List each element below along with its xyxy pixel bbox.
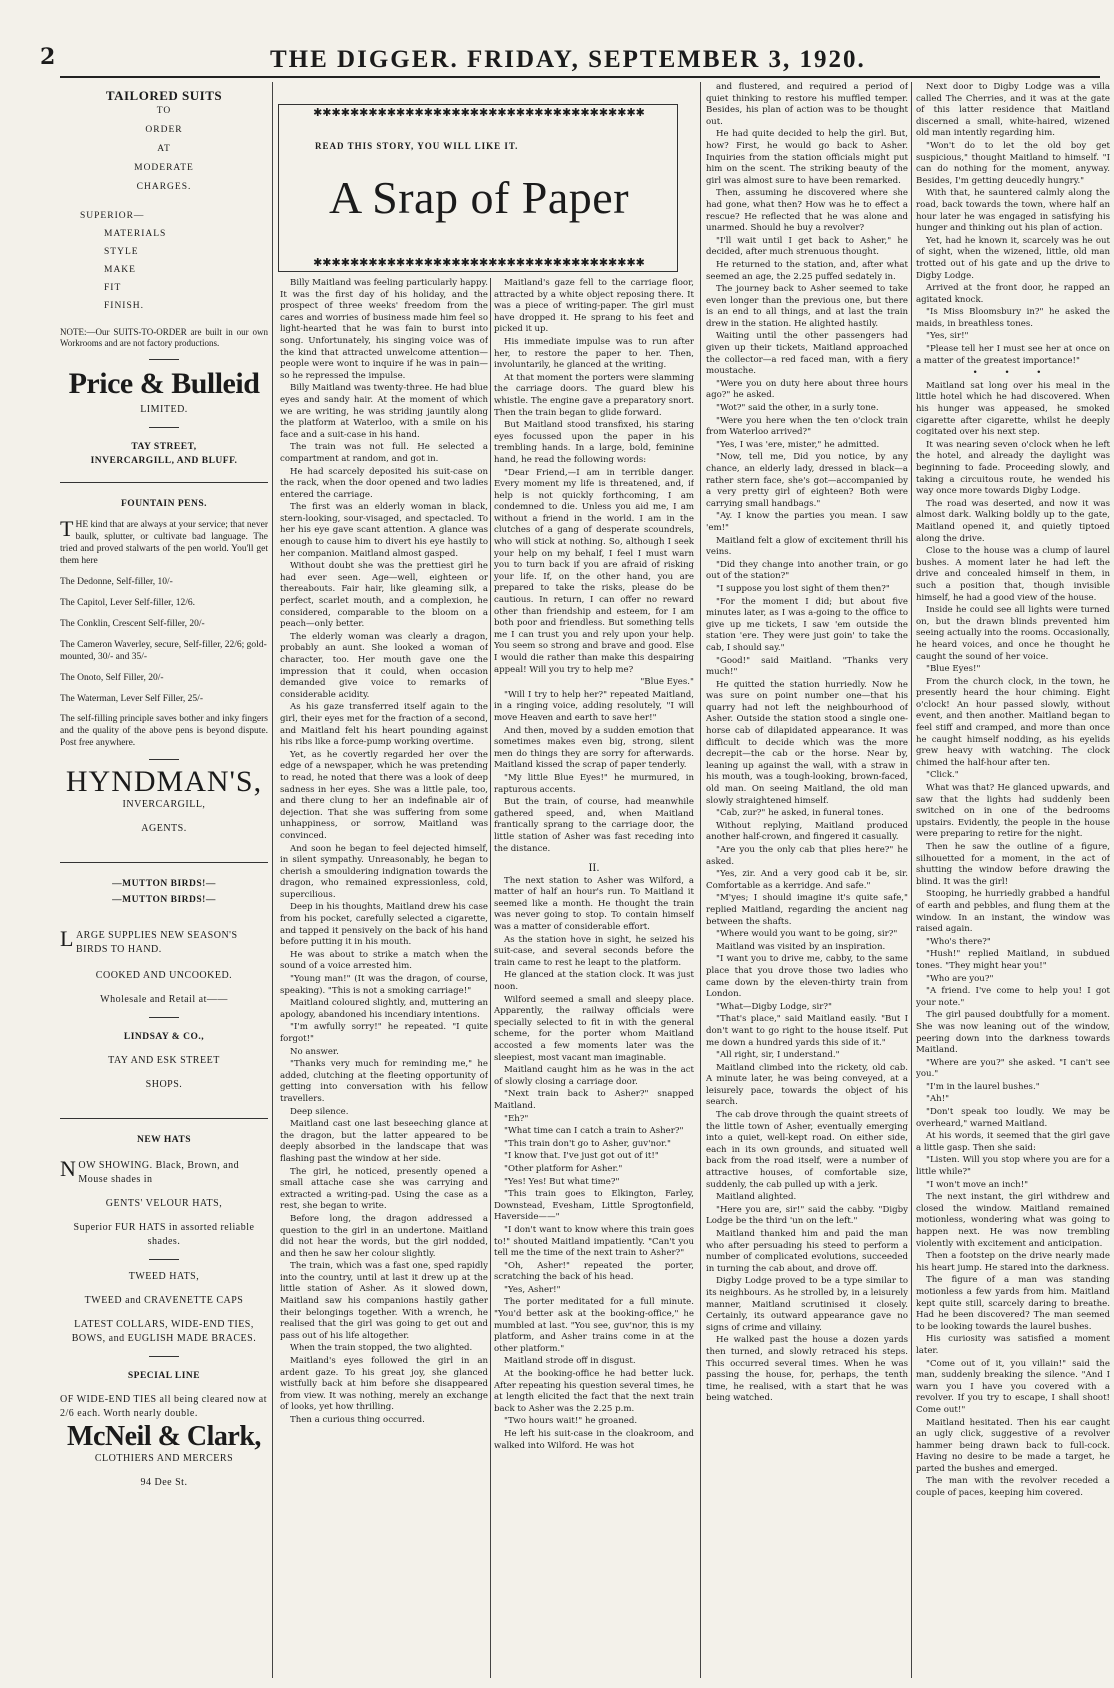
- story-paragraph: "I'm in the laurel bushes.": [926, 1081, 1040, 1092]
- tailored-suits-heading: TAILORED SUITS: [105, 88, 223, 103]
- story-paragraph: "Thanks very much for reminding me," he added, clutching at the fleeting opportunity of getting into conversation with his fellow travellers.: [280, 1059, 488, 1104]
- story-paragraph: "Won't do to let the old boy get suspicious," thought Maitland to himself. "I can do nothing for the moment, anyway. Besides, I'm getting deucedly hungry.": [916, 140, 1110, 186]
- story-kicker: READ THIS STORY, YOU WILL LIKE IT.: [315, 141, 519, 151]
- divider: [149, 427, 179, 428]
- story-paragraph: "My little Blue Eyes!" he murmured, in rapturous accents.: [494, 772, 694, 795]
- mcneil-trade: CLOTHIERS AND MERCERS: [94, 1453, 234, 1465]
- mutton-birds-line: —MUTTON BIRDS!—: [112, 894, 216, 905]
- mutton-cooked: COOKED AND UNCOOKED.: [95, 969, 233, 981]
- story-paragraph: Wilford seemed a small and sleepy place. Apparently, the railway officials were specially selected to fit in with the general scheme, for the porter whom Maitland accosted a few moments later was the sleepiest, most vacant man imaginable.: [494, 994, 694, 1063]
- story-paragraph: From the church clock, in the town, he presently heard the hour chiming. Eight o'clock! An hour passed slowly, without event, and then another. Maitland began to feel stiff and cramped, and more than once he caught himself nodding, as his eyelids grew heavy with watching. The clock chimed the half-hour after ten.: [916, 676, 1110, 768]
- divider: [60, 1118, 268, 1119]
- story-paragraph: "Yes, Asher!": [504, 1284, 561, 1295]
- story-paragraph: Then a curious thing occurred.: [290, 1415, 425, 1425]
- story-paragraph: The cab drove through the quaint streets of the little town of Asher, eventually emerging into a quiet, well-kept road. On either side, each in its own grounds, and situated well back from the road itself, were a number of attractive houses, of comfortable size, suddenly, the cab pulled up with a jerk.: [706, 1110, 908, 1190]
- story-paragraph: "Who are you?": [926, 973, 994, 984]
- story-paragraph: "Young man!" (It was the dragon, of course, speaking). "This is not a smoking carriage!": [280, 974, 488, 996]
- story-paragraph: "Who's there?": [926, 936, 991, 947]
- story-paragraph: "Blue Eyes.": [640, 677, 694, 688]
- story-title: A Srap of Paper: [328, 172, 630, 223]
- story-paragraph: Without replying, Maitland produced another half-crown, and fingered it casually.: [706, 820, 908, 843]
- tailored-line: AT: [157, 143, 171, 154]
- divider: [149, 759, 179, 760]
- story-paragraph: Maitland cast one last beseeching glance at the dragon, but the latter appeared to be deeply absorbed in the landscape that was flashing past the window at her side.: [280, 1119, 488, 1164]
- story-paragraph: Maitland strode off in disgust.: [504, 1356, 636, 1367]
- story-paragraph: The train was not full. He selected a compartment at random, and got in.: [280, 442, 488, 464]
- mutton-wholesale: Wholesale and Retail at——: [100, 993, 228, 1005]
- story-paragraph: Arrived at the front door, he rapped an agitated knock.: [916, 283, 1110, 305]
- mcneil-clark-logo: McNeil & Clark,: [67, 1420, 261, 1452]
- feature-item: MAKE: [104, 264, 136, 275]
- story-paragraph: Billy Maitland was feeling particularly happy. It was the first day of his holiday, and the prospect of three weeks' freedom from the cares and worries of business made him feel so light-hearted that he was fain to burst into song. Unfortunately, his singing voice was of the kind that attracted unwelcome attention—people were wont to inquire if he was in pain—so he repressed the impulse.: [280, 278, 488, 381]
- story-paragraph: Maitland was visited by an inspiration.: [716, 941, 886, 952]
- story-paragraph: "Listen. Will you stop where you are for a little while?": [916, 1155, 1110, 1178]
- column-rule: [911, 82, 912, 1678]
- tweed-caps: TWEED and CRAVENETTE CAPS: [84, 1294, 244, 1306]
- story-paragraph: "Where would you want to be going, sir?": [716, 929, 898, 940]
- story-paragraph: "Don't speak too loudly. We may be overheard," warned Maitland.: [916, 1107, 1110, 1129]
- story-paragraph: He had quite decided to help the girl. But, how? First, he would go back to Asher. Inquiries from the station officials might put him on the scent. The striking beauty of the girl was almost sure to have been remarked.: [706, 129, 908, 186]
- story-paragraph: "Did they change into another train, or go out of the station?": [706, 559, 908, 582]
- story-paragraph: and flustered, and required a period of quiet thinking to restore his muffled temper. Besides, his plan of action was to be thought out.: [706, 82, 908, 127]
- gents-velour: GENTS' VELOUR HATS,: [105, 1197, 223, 1209]
- story-paragraph: The first was an elderly woman in black, stern-looking, sour-visaged, and spectacled. To her his eye gave scant attention. A glance was enough to cause him to divert his eye hastily to her companion. Maitland almost gasped.: [280, 502, 488, 559]
- story-paragraph: "Yes! Yes! But what time?": [504, 1176, 620, 1187]
- pen-item: The Onoto, Self Filler, 20/-: [60, 673, 164, 684]
- story-paragraph: Maitland's eyes followed the girl in an ardent gaze. To his great joy, she glanced wistfully back at him before she disappeared from view. It was nothing, merely an exchange of looks, yet how thrilling.: [280, 1356, 488, 1413]
- story-paragraph: "I know that. I've just got out of it!": [504, 1151, 659, 1162]
- story-paragraph: When the train stopped, the two alighted.: [290, 1343, 473, 1354]
- story-header-box: [278, 104, 678, 272]
- story-paragraph: He had scarcely deposited his suit-case on the rack, when the door opened and two ladies entered the carriage.: [280, 466, 488, 500]
- story-paragraph: "Yes, zir. And a very good cab it be, sir. Comfortable as a kerridge. And safe.": [706, 869, 908, 891]
- story-paragraph: Stooping, he hurriedly grabbed a handful of earth and pebbles, and flung them at the window. In an instant, the window was raised again.: [916, 889, 1110, 935]
- pen-item: The Cameron Waverley, secure, Self-filler, 22/6; gold-mounted, 30/- and 35/-: [60, 640, 267, 663]
- story-paragraph: "Other platform for Asher.": [504, 1163, 623, 1174]
- story-paragraph: What was that? He glanced upwards, and saw that the lights had suddenly been switched on in one of the bedrooms upstairs. Evidently, the people in the house were preparing to retire for the night.: [916, 783, 1110, 840]
- story-paragraph: The man with the revolver receded a couple of paces, keeping him covered.: [916, 1476, 1110, 1499]
- story-paragraph: As his gaze transferred itself again to the girl, their eyes met for the fraction of a second, and Maitland felt his heart pounding against his ribs like a force-pump working overtime.: [280, 702, 488, 748]
- story-paragraph: "I won't move an inch!": [926, 1179, 1029, 1190]
- story-column-3: [706, 82, 908, 1682]
- story-paragraph: Without doubt she was the prettiest girl he had ever seen. Age—well, eighteen or thereabouts. Fair hair, like gleaming silk, a perfect, scarlet mouth, and a complexion, he considered, comparable to the bloom on a peach—only better.: [280, 561, 488, 630]
- story-paragraph: Maitland felt a glow of excitement thrill his veins.: [706, 535, 908, 558]
- story-paragraph: II.: [588, 863, 600, 875]
- hats-showing: [60, 1155, 268, 1187]
- fountain-pens-intro-text: HE kind that are always at your service; that never baulk, splutter, or cultivate bad language. The tried and proved stalwarts of the pen world. You'll get them here: [60, 520, 268, 567]
- story-paragraph: Yet, had he known it, scarcely was he out of sight, when the wizened, little, old man trotted out of his gate and up the drive to Digby Lodge.: [916, 235, 1110, 281]
- story-paragraph: "I suppose you lost sight of them then?": [716, 583, 890, 594]
- story-paragraph: Maitland hesitated. Then his ear caught an ugly click, suggestive of a revolver hammer being drawn back to full-cock. Having no desire to be made a target, he parted the bushes and emerged.: [916, 1417, 1110, 1474]
- story-paragraph: "Good!" said Maitland. "Thanks very much!": [706, 655, 908, 678]
- pen-item: The Capitol, Lever Self-filler, 12/6.: [60, 598, 195, 609]
- story-paragraph: And then, moved by a sudden emotion that sometimes makes even big, strong, silent men do things they are sorry for afterwards. Maitland kissed the scrap of paper tenderly.: [494, 725, 694, 771]
- hats-showing-text: OW SHOWING. Black, Brown, and Mouse shades in: [78, 1159, 240, 1185]
- story-paragraph: He glanced at the station clock. It was just noon.: [494, 970, 694, 993]
- new-hats-heading: NEW HATS: [136, 1134, 192, 1145]
- limited-label: LIMITED.: [140, 404, 188, 416]
- story-paragraph: It was nearing seven o'clock when he left the hotel, and already the daylight was beginning to fade. Proceeding slowly, and taking a circuitous route, he wended his way once more towards Digby Lodge.: [916, 439, 1110, 497]
- story-paragraph: No answer.: [290, 1046, 339, 1057]
- story-paragraph: Digby Lodge proved to be a type similar to its neighbours. As he strolled by, in a leisurely manner, Maitland scrutinised it closely. Certainly, its outward appearance gave no signs of crime and villainy.: [706, 1276, 908, 1333]
- story-paragraph: "Come out of it, you villain!" said the man, suddenly breaking the silence. "And I warn you I have you covered with a revolver. If you try to escape, I shall shoot! Come out!": [916, 1358, 1110, 1415]
- story-paragraph: Maitland sat long over his meal in the little hotel which he had discovered. When his hunger was appeased, he smoked cigarette after cigarette, whilst he deeply cogitated over his next step.: [916, 380, 1110, 438]
- story-paragraph: "For the moment I did; but about five minutes later, as I was a-going to the office to give up me tickets, I saw 'em outside the station 'ere. They were just goin' to take the cab, I should say.": [706, 596, 908, 653]
- story-paragraph: He walked past the house a dozen yards then turned, and slowly retraced his steps. This occurred several times. When he was passing the house, for, perhaps, the tenth time, he realised, with a start that he was being watched.: [706, 1335, 908, 1404]
- hyndman-agents: AGENTS.: [141, 822, 187, 834]
- story-paragraph: "Now, tell me, Did you notice, by any chance, an elderly lady, dressed in black—a rather stern face, she's got—accompanied by a very pretty girl of eighteen? Both were carrying small handbags.": [706, 452, 908, 509]
- mcneil-address: 94 Dee St.: [140, 1477, 188, 1489]
- story-paragraph: Deep silence.: [290, 1106, 349, 1117]
- story-paragraph: "Ay. I know the parties you mean. I saw 'em!": [706, 511, 908, 533]
- story-paragraph: "Hush!" replied Maitland, in subdued tones. "They might hear you!": [916, 949, 1110, 971]
- story-paragraph: The porter meditated for a full minute. "You'd better ask at the booking-office," he mumbled at last. "You see, guv'nor, this is my platform, and Asher trains come in at the other platform.": [494, 1297, 694, 1354]
- tailored-line: MODERATE: [134, 162, 194, 173]
- star-border-top: ✱✱✱✱✱✱✱✱✱✱✱✱✱✱✱✱✱✱✱✱✱✱✱✱✱✱✱✱✱✱✱✱✱✱✱✱: [313, 107, 645, 119]
- story-paragraph: Maitland coloured slightly, and, muttering an apology, abandoned his incendiary intentions.: [280, 998, 488, 1020]
- story-paragraph: Next door to Digby Lodge was a villa called The Cherries, and it was at the gate of this latter residence that Maitland discerned a small, white-haired, wizened old man intently regarding him.: [916, 82, 1110, 139]
- latest-collars: LATEST COLLARS, WIDE-END TIES, BOWS, and EUGLISH MADE BRACES.: [71, 1318, 257, 1344]
- story-paragraph: Then he saw the outline of a figure, silhouetted for a moment, in the act of shutting the window before drawing the blind. It was the girl!: [916, 842, 1110, 887]
- tailored-line: ORDER: [145, 124, 183, 135]
- story-paragraph: "I don't want to know where this train goes to!" shouted Maitland impatiently. "Can't you tell me the time of the next train to Asher?": [494, 1224, 694, 1259]
- fountain-pens-intro: [60, 516, 268, 567]
- story-paragraph: Yet, as he covertly regarded her over the edge of a newspaper, which he was pretending to read, he noted that there was a look of deep sadness in her eyes. She was a little pale, too, and there clung to her an indefinable air of dejection. That she was suffering from some unhappiness, or sorrow, Maitland was convinced.: [280, 749, 488, 841]
- story-paragraph: Billy Maitland was twenty-three. He had blue eyes and sandy hair. At the moment of which we are writing, he was striding jauntily along the platform at Waterloo, with a smile on his face and a suit-case in his hand.: [280, 383, 488, 440]
- feature-item: MATERIALS: [104, 228, 167, 239]
- dropcap: N: [60, 1155, 77, 1181]
- story-paragraph: "Yes, sir!": [926, 331, 969, 342]
- divider: [149, 359, 179, 360]
- fountain-pens-heading: FOUNTAIN PENS.: [121, 499, 207, 510]
- story-paragraph: Close to the house was a clump of laurel bushes. A moment later he had left the drive and concealed himself in them, in such a position that, though invisible himself, he had a good view of the house.: [916, 546, 1110, 603]
- price-bulleid-address: TAY STREET, INVERCARGILL, AND BLUFF.: [90, 442, 238, 467]
- wide-end-ties: OF WIDE-END TIES all being cleared now at 2/6 each. Worth nearly double.: [60, 1393, 268, 1419]
- story-paragraph: "Are you the only cab that plies here?" he asked.: [706, 845, 908, 867]
- mutton-supplies: [60, 925, 268, 957]
- story-paragraph: Inside he could see all lights were turned on, but the drawn blinds prevented him seeing actually into the rooms. Occasionally, he heard voices, and once he thought he caught the sound of her voice.: [916, 605, 1110, 662]
- divider: [149, 1259, 179, 1260]
- feature-item: FIT: [104, 282, 122, 293]
- story-paragraph: He left his suit-case in the cloakroom, and walked into Wilford. He was hot: [494, 1429, 694, 1451]
- story-paragraph: Before long, the dragon addressed a question to the girl in an undertone. Maitland did not hear the words, but the girl nodded, and then he saw her colour slightly.: [280, 1213, 488, 1259]
- story-paragraph: "Eh?": [504, 1113, 529, 1124]
- divider: [60, 862, 268, 863]
- story-paragraph: "Two hours wait!" he groaned.: [504, 1416, 638, 1427]
- masthead-title: THE DIGGER. FRIDAY, SEPTEMBER 3, 1920.: [270, 46, 866, 73]
- story-paragraph: Deep in his thoughts, Maitland drew his case from his pocket, carefully selected a cigarette, and tapped it pensively on the back of his hand before putting it in his mouth.: [280, 902, 488, 948]
- story-paragraph: "Oh, Asher!" repeated the porter, scratching the back of his head.: [494, 1260, 694, 1283]
- story-paragraph: "M'yes; I should imagine it's quite safe," replied Maitland, regarding the ancient nag between the shafts.: [706, 893, 908, 927]
- story-paragraph: "Yes, I was 'ere, mister," he admitted.: [716, 439, 880, 450]
- lindsay-address: TAY AND ESK STREET: [108, 1054, 220, 1066]
- story-paragraph: • • •: [972, 368, 1054, 379]
- story-paragraph: "Blue Eyes!": [926, 664, 981, 675]
- column-rule: [272, 82, 273, 1678]
- column-rule: [700, 82, 701, 1678]
- pen-item: The Conklin, Crescent Self-filler, 20/-: [60, 619, 205, 630]
- story-paragraph: He was about to strike a match when the sound of a voice arrested him.: [280, 949, 488, 972]
- mutton-birds-line: —MUTTON BIRDS!—: [112, 878, 216, 889]
- dropcap: L: [60, 925, 74, 951]
- story-paragraph: At that moment the porters were slamming the carriage doors. The guard blew his whistle. The engine gave a preparatory snort. Then the train began to glide forward.: [494, 372, 694, 418]
- story-paragraph: The figure of a man was standing motionless a few yards from him. Maitland kept quite still, scarcely daring to breathe. Had he been discovered? The man seemed to be looking towards the laurel bushes.: [916, 1275, 1110, 1332]
- pen-item: The Dedonne, Self-filler, 10/-: [60, 577, 173, 588]
- lindsay-shops: SHOPS.: [145, 1078, 183, 1090]
- story-paragraph: At the booking-office he had better luck. After repeating his question several times, he at length elicited the fact that the next train back to Asher was the 2.25 p.m.: [494, 1369, 694, 1414]
- story-paragraph: "This train goes to Elkington, Farley, Downstead, Evesham, Little Sprogtonfield, Haverside——": [494, 1189, 694, 1223]
- story-paragraph: With that, he sauntered calmly along the road, back towards the town, where half an hour later he was engaged in satisfying his hunger and thinking out his plan of action.: [916, 188, 1110, 234]
- story-column-2: [494, 278, 694, 1682]
- fur-hats: Superior FUR HATS in assorted reliable shades.: [73, 1221, 255, 1247]
- masthead: [60, 44, 1100, 78]
- story-column-4: [916, 82, 1110, 1682]
- story-column-1: [280, 278, 488, 1682]
- story-paragraph: "Ah!": [926, 1094, 950, 1105]
- story-paragraph: Maitland caught him as he was in the act of slowly closing a carriage door.: [494, 1065, 694, 1087]
- superior-label: SUPERIOR—: [80, 210, 145, 221]
- column-rule: [490, 278, 491, 1678]
- lindsay-firm: LINDSAY & CO.,: [123, 1031, 205, 1042]
- star-border-bottom: ✱✱✱✱✱✱✱✱✱✱✱✱✱✱✱✱✱✱✱✱✱✱✱✱✱✱✱✱✱✱✱✱✱✱✱✱: [313, 257, 645, 269]
- story-paragraph: And soon he began to feel dejected himself, in silent sympathy. Unreasonably, he began to cherish a smouldering indignation towards the dragon, who remained expressionless, cold, supercilious.: [280, 843, 488, 900]
- story-paragraph: The road was deserted, and now it was almost dark. Walking boldly up to the gate, Maitland opened it, and quietly tiptoed along the drive.: [916, 498, 1110, 544]
- story-paragraph: The girl, he noticed, presently opened a small attache case she was carrying and extracted a writing-pad. Using the case as a rest, she began to write.: [280, 1166, 488, 1212]
- fountain-pens-outro: The self-filling principle saves bother and inky fingers and the quality of the above pens is beyond dispute. Post free anywhere.: [60, 714, 268, 749]
- story-paragraph: "I want you to drive me, cabby, to the same place that you drove those two ladies who came down by the eleven-thirty train from London.: [706, 954, 908, 1000]
- story-paragraph: "I'll wait until I get back to Asher," he decided, after much strenuous thought.: [706, 235, 908, 258]
- page-number: 2: [40, 44, 56, 70]
- feature-item: STYLE: [104, 246, 139, 257]
- pen-item: The Waterman, Lever Self Filler, 25/-: [60, 694, 203, 705]
- price-bulleid-logo: Price & Bulleid: [68, 366, 260, 400]
- story-paragraph: But Maitland stood transfixed, his staring eyes focussed upon the paper in his trembling hands. In a large, bold, feminine hand, he read the following words:: [494, 420, 694, 465]
- story-paragraph: "What—Digby Lodge, sir?": [716, 1001, 832, 1012]
- special-line: SPECIAL LINE: [127, 1370, 201, 1381]
- story-paragraph: Then, assuming he discovered where she had gone, what then? How was he to effect a rescue? He reflected that he was alone and unarmed. Should he buy a revolver?: [706, 188, 908, 234]
- mutton-supplies-text: ARGE SUPPLIES NEW SEASON'S BIRDS TO HAND.: [75, 929, 238, 955]
- divider: [60, 482, 268, 483]
- divider: [149, 1356, 179, 1357]
- story-paragraph: "Wot?" said the other, in a surly tone.: [716, 403, 879, 414]
- story-paragraph: His immediate impulse was to run after her, to restore the paper to her. Then, involuntarily, he glanced at the writing.: [494, 336, 694, 371]
- hyndman-logo: HYNDMAN'S,: [65, 765, 263, 799]
- tailored-line: CHARGES.: [136, 181, 192, 192]
- tailored-note: NOTE:—Our SUITS-TO-ORDER are built in our own Workrooms and are not factory productions.: [60, 326, 268, 348]
- story-paragraph: "Dear Friend,—I am in terrible danger. Every moment my life is threatened, and, if help is not quickly forthcoming, I am condemned to die. Unless you aid me, I am without a friend in the world. I am in the clutches of a gang of desperate scoundrels, who will stick at nothing. So, although I seek your help on my behalf, I feel I must warn you to turn back if you are afraid of risking your life. If, on the other hand, you are prepared to take the risks, please do be cautious. In return, I can offer no reward other than friendship and esteem, for I am both poor and friendless. But something tells me I can trust you and rely upon your help. You seem so strong and brave and good. Else I would die rather than make this despairing appeal! Will you try to help me?: [494, 467, 694, 675]
- dropcap: T: [60, 516, 74, 542]
- feature-item: FINISH.: [104, 300, 144, 311]
- advertisements-column: [60, 82, 268, 1682]
- story-paragraph: His curiosity was satisfied a moment later.: [916, 1334, 1110, 1356]
- story-paragraph: "Where are you?" she asked. "I can't see you.": [916, 1057, 1110, 1080]
- story-paragraph: Maitland's gaze fell to the carriage floor, attracted by a white object reposing there. It was a piece of writing-paper. The girl must have dropped it. He sprang to his feet and picked it up.: [494, 278, 694, 335]
- story-paragraph: He returned to the station, and, after what seemed an age, the 2.25 puffed sedately in.: [706, 259, 908, 282]
- story-paragraph: The train, which was a fast one, sped rapidly into the country, until at last it drew up at the little station of Asher. As it slowed down, Maitland saw his companions hastily gather their belongings together. With a wrench, he realised that the girl was going to get out and pass out of his life altogether.: [280, 1261, 488, 1341]
- story-paragraph: Maitland climbed into the rickety, old cab. A minute later, he was being conveyed, at a leisurely pace, towards the object of his search.: [706, 1062, 908, 1108]
- story-paragraph: Maitland alighted.: [716, 1192, 797, 1203]
- story-paragraph: "Were you on duty here about three hours ago?" he asked.: [706, 378, 908, 401]
- tailored-line: TO: [156, 105, 172, 116]
- story-paragraph: "Next train back to Asher?" snapped Maitland.: [494, 1089, 694, 1111]
- story-paragraph: "Here you are, sir!" said the cabby. "Digby Lodge be the third 'un on the left.": [706, 1204, 908, 1227]
- story-paragraph: "Were you here when the ten o'clock train from Waterloo arrived?": [706, 415, 908, 438]
- story-paragraph: "Cab, zur?" he asked, in funeral tones.: [716, 808, 884, 819]
- hyndman-place: INVERCARGILL,: [122, 798, 206, 810]
- story-paragraph: "That's place," said Maitland easily. "But I don't want to go right to the house itself. Put me down a hundred yards this side of it.": [706, 1014, 908, 1048]
- story-paragraph: But the train, of course, had meanwhile gathered speed, and, when Maitland frantically sprang to the carriage door, the little station of Asher was fast receding into the distance.: [494, 797, 694, 854]
- story-paragraph: He quitted the station hurriedly. Now he was sure on point number one—that his quarry had not left the neighbourhood of Asher. Outside the station stood a single one-horse cab of dilapidated appearance. It was difficult to decide which was the more decrepit—the cab or the horse. Near by, leaning up against the wall, with a straw in his mouth, was a tough-looking, brown-faced, old man. On seeing Maitland, the old man slowly straightened himself.: [706, 679, 908, 806]
- story-paragraph: "Please tell her I must see her at once on a matter of the greatest importance!": [916, 344, 1110, 366]
- story-paragraph: "All right, sir, I understand.": [716, 1050, 840, 1061]
- story-paragraph: The next station to Asher was Wilford, a matter of half an hour's run. To Maitland it seemed like a month. He thought the train was never going to stop. To contain himself was a matter of considerable effort.: [494, 875, 694, 933]
- story-paragraph: "I'm awfully sorry!" he repeated. "I quite forgot!": [280, 1022, 488, 1044]
- story-paragraph: Maitland thanked him and paid the man who after persuading his steed to perform a number of complicated evolutions, succeeded in turning the cab about, and drove off.: [706, 1229, 908, 1274]
- story-paragraph: At his words, it seemed that the girl gave a little gasp. Then she said:: [916, 1131, 1110, 1153]
- story-paragraph: Waiting until the other passengers had given up their tickets, Maitland approached the collector—a red faced man, with a fiery moustache.: [706, 331, 908, 377]
- story-paragraph: "What time can I catch a train to Asher?": [504, 1126, 684, 1137]
- divider: [149, 1017, 179, 1018]
- story-paragraph: The next instant, the girl withdrew and closed the window. Maitland remained motionless, wondering what was going to happen next. He was now trembling violently with excitement and anticipation.: [916, 1192, 1110, 1249]
- story-paragraph: The girl paused doubtfully for a moment. She was now leaning out of the window, peering down into the darkness towards Maitland.: [916, 1010, 1110, 1056]
- story-paragraph: As the station hove in sight, he seized his suit-case, and several seconds before the train came to rest he leapt to the platform.: [494, 934, 694, 968]
- tweed-hats: TWEED HATS,: [128, 1270, 200, 1282]
- story-paragraph: Then a footstep on the drive nearly made his heart jump. He stared into the darkness.: [916, 1251, 1110, 1273]
- story-paragraph: The elderly woman was clearly a dragon, probably an aunt. She looked a woman of character, too. Her mouth gave one the impression that it could, when occasion demanded give voice to remarks of considerable acidity.: [280, 631, 488, 700]
- story-paragraph: "This train don't go to Asher, guv'nor.": [504, 1138, 672, 1149]
- story-paragraph: "Will I try to help her?" repeated Maitland, in a ringing voice, adding resolutely, "I will move Heaven and earth to save her!": [494, 689, 694, 723]
- story-paragraph: The journey back to Asher seemed to take even longer than the previous one, but there is an end to all things, and at last the train drew in the station. He alighted hastily.: [706, 284, 908, 329]
- story-paragraph: "A friend. I've come to help you! I got your note.": [916, 986, 1110, 1008]
- story-paragraph: "Is Miss Bloomsbury in?" he asked the maids, in breathless tones.: [916, 307, 1110, 329]
- story-paragraph: "Click.": [926, 770, 959, 781]
